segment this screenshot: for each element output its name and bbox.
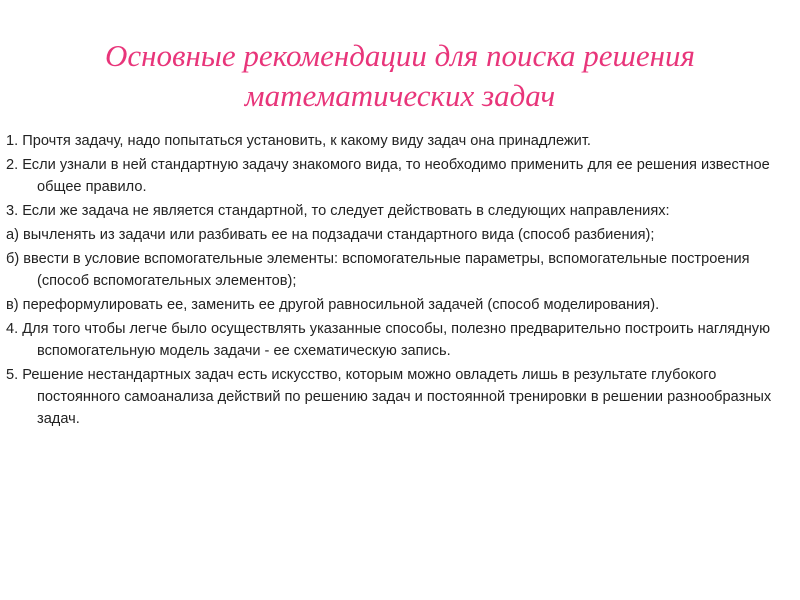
recommendation-item-2: 2. Если узнали в ней стандартную задачу знакомого вида, то необходимо применить для ее решения известное общее правило. bbox=[6, 157, 770, 195]
recommendation-item-3b: б) ввести в условие вспомогательные элементы: вспомогательные параметры, вспомогательные построения (способ вспомогательных элементов); bbox=[6, 251, 750, 289]
slide-title-line-1: Основные рекомендации для поиска решения bbox=[105, 38, 695, 73]
slide-title-line-2: математических задач bbox=[244, 78, 556, 113]
recommendation-item-3c: в) переформулировать ее, заменить ее другой равносильной задачей (способ моделирования). bbox=[6, 297, 660, 313]
recommendation-item-3a: а) вычленять из задачи или разбивать ее на подзадачи стандартного вида (способ разбиения); bbox=[6, 227, 655, 243]
recommendation-item-1: 1. Прочтя задачу, надо попытаться установить, к какому виду задач она принадлежит. bbox=[6, 133, 591, 149]
slide-title bbox=[40, 36, 760, 116]
recommendation-item-4: 4. Для того чтобы легче было осуществлять указанные способы, полезно предварительно построить наглядную вспомогательную модель задачи - ее схематическую запись. bbox=[6, 321, 771, 359]
recommendation-item-3: 3. Если же задача не является стандартной, то следует действовать в следующих направлениях: bbox=[6, 203, 670, 219]
recommendation-item-5: 5. Решение нестандартных задач есть искусство, которым можно овладеть лишь в результате глубокого постоянного самоанализа действий по решению задач и постоянной тренировки в решении разнообразных задач. bbox=[6, 367, 772, 427]
slide-body bbox=[6, 130, 794, 432]
